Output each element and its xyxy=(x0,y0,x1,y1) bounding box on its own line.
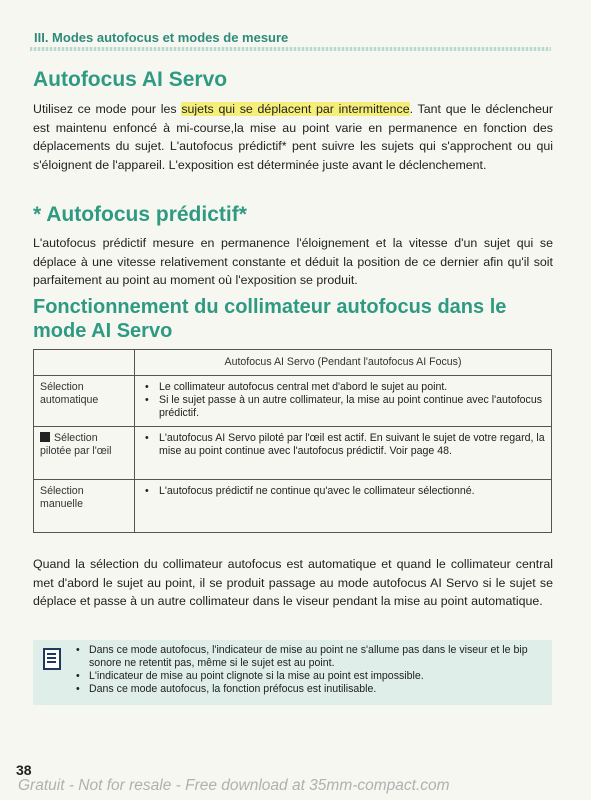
description-cell xyxy=(135,480,552,533)
table-row xyxy=(34,480,552,533)
paragraph-predictif: L'autofocus prédictif mesure en permanence l'éloignement et la vitesse d'un sujet qui se déplace à une vitesse relativement constante et déduit la position de ce dernier afin qu'il soit parfaitement au point au moment où l'exposition se produit. xyxy=(33,236,553,287)
mode-cell: Sélection automatique xyxy=(34,376,135,427)
description-cell xyxy=(135,376,552,427)
title-fonctionnement: Fonctionnement du collimateur autofocus dans le mode AI Servo xyxy=(33,296,507,342)
table-row xyxy=(34,376,552,427)
list-item: • Si le sujet passe à un autre collimateur, la mise au point continue avec l'autofocus prédictif. xyxy=(159,394,545,420)
paragraph-fonctionnement: Quand la sélection du collimateur autofocus est automatique et quand le collimateur central met d'abord le sujet au point, il se produit passage au mode autofocus AI Servo si le sujet se déplace et passe à un autre collimateur dans le viseur pendant la mise au point automatique. xyxy=(33,557,553,608)
list-item: • L'autofocus AI Servo piloté par l'œil est actif. En suivant le sujet de votre regard, la mise au point continue avec l'autofocus prédictif. Voir page 48. xyxy=(159,432,545,458)
eye-control-icon xyxy=(40,432,50,442)
footer-watermark: Gratuit - Not for resale - Free download at 35mm-compact.com xyxy=(18,777,450,794)
paragraph-ai-servo: Utilisez ce mode pour les sujets qui se déplacent par intermittence. Tant que le déclencheur est maintenu enfoncé à mi-course,la mise au point varie en permanence en fonction des déplacements du sujet. L'autofocus prédictif* pent suivre les sujets qui s'approchent ou qui s'éloignent de l'appareil. L'exposition est déterminée juste avant le déclenchement. xyxy=(33,102,553,172)
title-ai-servo: Autofocus AI Servo xyxy=(33,68,228,91)
list-item: • Le collimateur autofocus central met d'abord le sujet au point. xyxy=(159,381,545,394)
note-item: • L'indicateur de mise au point clignote si la mise au point est impossible. xyxy=(89,670,539,683)
header-rule xyxy=(30,47,551,51)
title-predictif: * Autofocus prédictif* xyxy=(33,203,247,226)
table-header: Autofocus AI Servo (Pendant l'autofocus AI Focus) xyxy=(135,350,552,376)
note-box xyxy=(33,640,552,705)
table-row xyxy=(34,427,552,480)
section-header: III. Modes autofocus et modes de mesure xyxy=(34,30,289,45)
note-item: • Dans ce mode autofocus, la fonction préfocus est inutilisable. xyxy=(89,683,539,696)
note-icon xyxy=(43,648,61,670)
mode-cell: Sélection manuelle xyxy=(34,480,135,533)
highlighted-text: sujets qui se déplacent par intermittence xyxy=(181,102,410,116)
note-item: • Dans ce mode autofocus, l'indicateur de mise au point ne s'allume pas dans le viseur et le bip sonore ne retentit pas, même si le sujet est au point. xyxy=(89,644,539,670)
table-header-row xyxy=(34,350,552,376)
mode-cell: Sélection pilotée par l'œil xyxy=(34,427,135,480)
collimator-table xyxy=(33,349,552,533)
list-item: • L'autofocus prédictif ne continue qu'avec le collimateur sélectionné. xyxy=(159,485,545,498)
page-number: 38 xyxy=(16,762,32,778)
description-cell xyxy=(135,427,552,480)
